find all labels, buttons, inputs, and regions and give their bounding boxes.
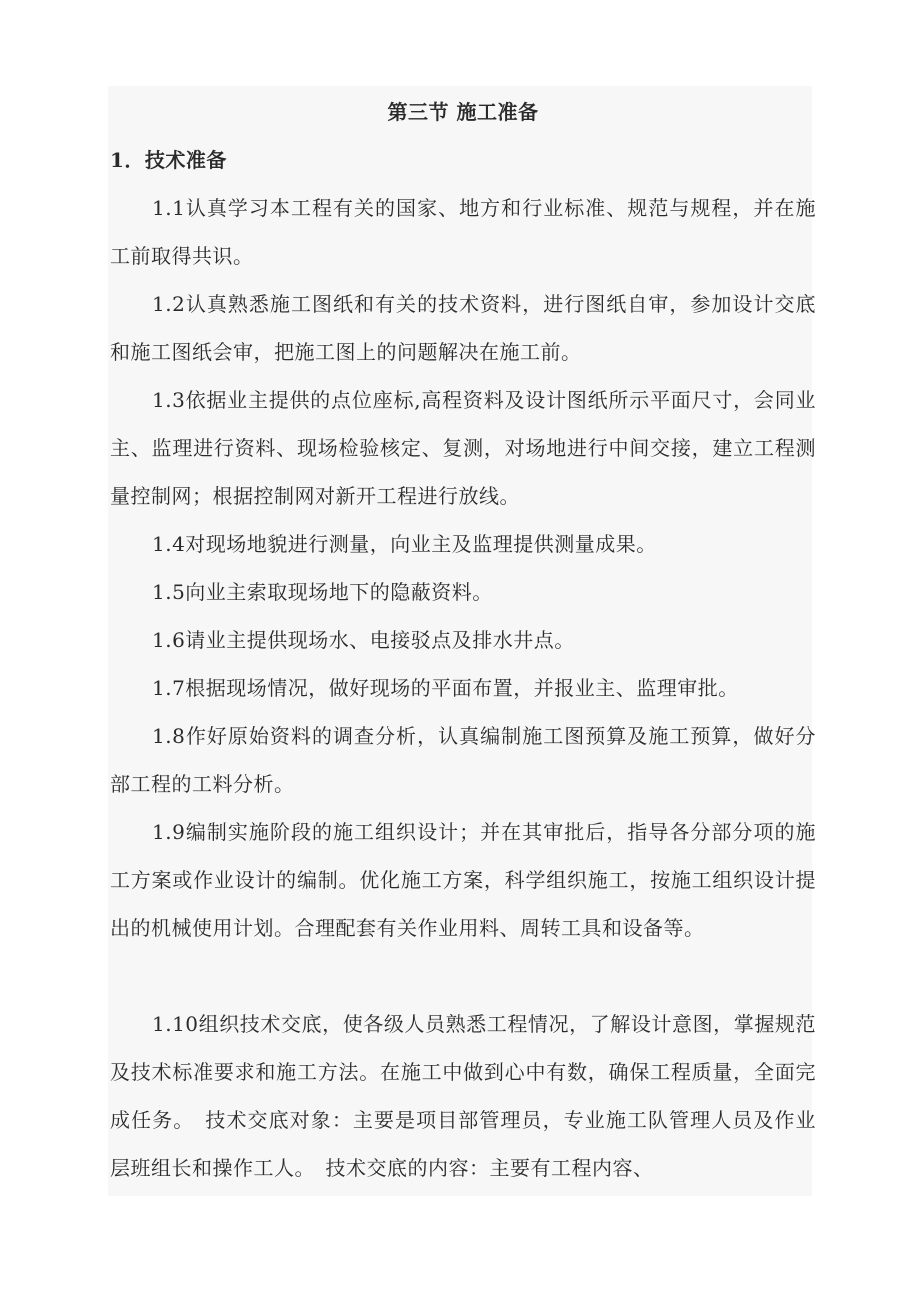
paragraph-1-10: 1.10组织技术交底，使各级人员熟悉工程情况，了解设计意图，掌握规范及技术标准要求和施工方法。在施工中做到心中有数，确保工程质量，全面完成任务。 技术交底对象：主要是项目部管理员，专业施工队管理人员及作业层班组长和操作工人。 技术交底的内容：主要有工程内容、 — [110, 1012, 816, 1180]
document-title: 第三节 施工准备 — [387, 100, 539, 124]
section-heading: 1．技术准备 — [110, 148, 227, 172]
paragraph-1-5: 1.5向业主索取现场地下的隐蔽资料。 — [152, 580, 493, 604]
paragraph-1-4: 1.4对现场地貌进行测量，向业主及监理提供测量成果。 — [152, 532, 657, 556]
paragraph-1-6: 1.6请业主提供现场水、电接驳点及排水井点。 — [152, 628, 575, 652]
paragraph-1-2: 1.2认真熟悉施工图纸和有关的技术资料，进行图纸自审，参加设计交底和施工图纸会审，把施工图上的问题解决在施工前。 — [110, 292, 816, 364]
paragraph-1-8: 1.8作好原始资料的调查分析，认真编制施工图预算及施工预算，做好分部工程的工料分析。 — [110, 724, 816, 796]
paragraph-1-9: 1.9编制实施阶段的施工组织设计；并在其审批后，指导各分部分项的施工方案或作业设计的编制。优化施工方案，科学组织施工，按施工组织设计提出的机械使用计划。合理配套有关作业用料、周转工具和设备等。 — [110, 820, 816, 940]
paragraph-spacer — [110, 952, 816, 1000]
document-body — [110, 88, 816, 1192]
paragraph-1-1: 1.1认真学习本工程有关的国家、地方和行业标准、规范与规程，并在施工前取得共识。 — [110, 196, 816, 268]
paragraph-1-7: 1.7根据现场情况，做好现场的平面布置，并报业主、监理审批。 — [152, 676, 739, 700]
paragraph-1-3: 1.3依据业主提供的点位座标,高程资料及设计图纸所示平面尺寸，会同业主、监理进行资料、现场检验核定、复测，对场地进行中间交接，建立工程测量控制网；根据控制网对新开工程进行放线。 — [110, 388, 816, 508]
